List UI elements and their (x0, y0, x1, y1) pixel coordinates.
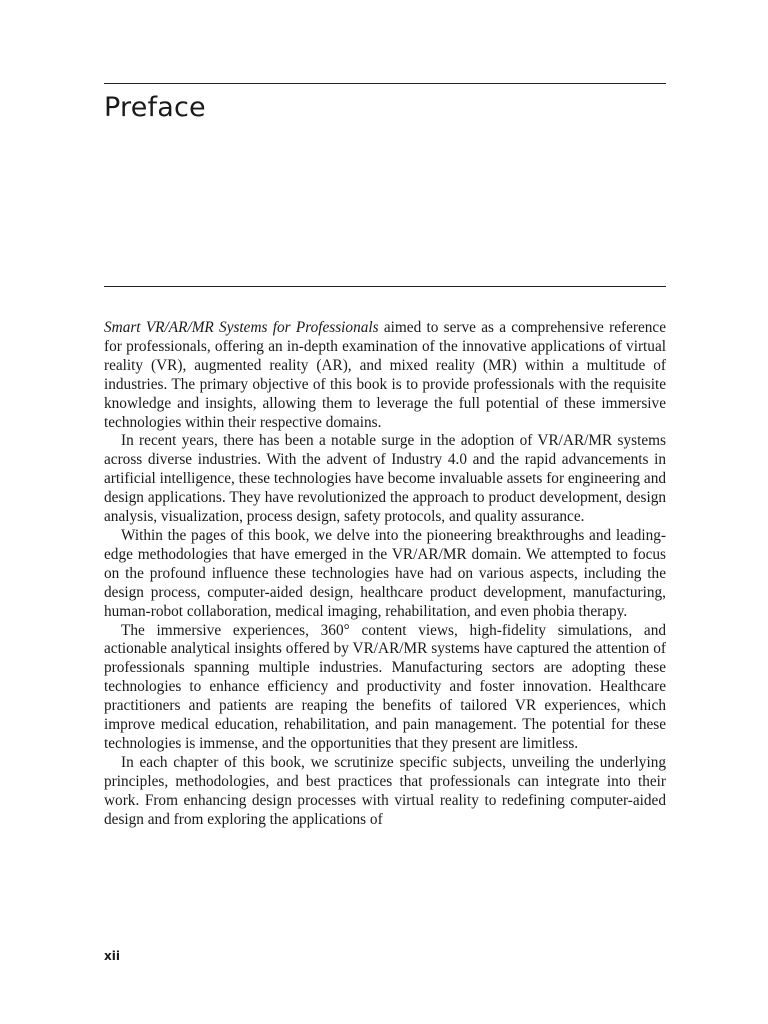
book-title: Smart VR/AR/MR Systems for Professionals (104, 319, 379, 336)
page-number: xii (104, 949, 120, 963)
preface-body (104, 319, 666, 829)
paragraph-2: In recent years, there has been a notable surge in the adoption of VR/AR/MR systems across diverse industries. With the advent of Industry 4.0 and the rapid advancements in artificial intelligence, these technologies have become invaluable assets for engineering and design applications. They have revolutionized the approach to product development, design analysis, visualization, process design, safety protocols, and quality assurance. (104, 432, 666, 526)
paragraph-1 (104, 319, 666, 432)
paragraph-4: The immersive experiences, 360° content views, high-fidelity simulations, and actionable analytical insights offered by VR/AR/MR systems have captured the attention of professionals spanning multiple industries. Manufacturing sectors are adopting these technologies to enhance efficiency and productivity and foster innovation. Healthcare practitioners and patients are reaping the benefits of tailored VR experiences, which improve medical education, rehabilitation, and pain management. The potential for these technologies is immense, and the opportunities that they present are limitless. (104, 621, 666, 752)
chapter-title: Preface (104, 92, 206, 123)
bottom-rule (104, 286, 666, 287)
top-rule (104, 83, 666, 84)
paragraph-5: In each chapter of this book, we scrutinize specific subjects, unveiling the underlying principles, methodologies, and best practices that professionals can integrate into their work. From enhancing design processes with virtual reality to redefining computer-aided design and from exploring the applications of (104, 753, 666, 828)
paragraph-3: Within the pages of this book, we delve into the pioneering breakthroughs and leading-edge methodologies that have emerged in the VR/AR/MR domain. We attempted to focus on the profound influence these technologies have had on various aspects, including the design process, computer-aided design, healthcare product development, manufacturing, human-robot collaboration, medical imaging, rehabilitation, and even phobia therapy. (104, 526, 666, 620)
paragraph-1-text: aimed to serve as a comprehensive reference for professionals, offering an in-depth examination of the innovative applications of virtual reality (VR), augmented reality (AR), and mixed reality (MR) within a multitude of industries. The primary objective of this book is to provide professionals with the requisite knowledge and insights, allowing them to leverage the full potential of these immersive technologies within their respective domains. (104, 319, 666, 431)
